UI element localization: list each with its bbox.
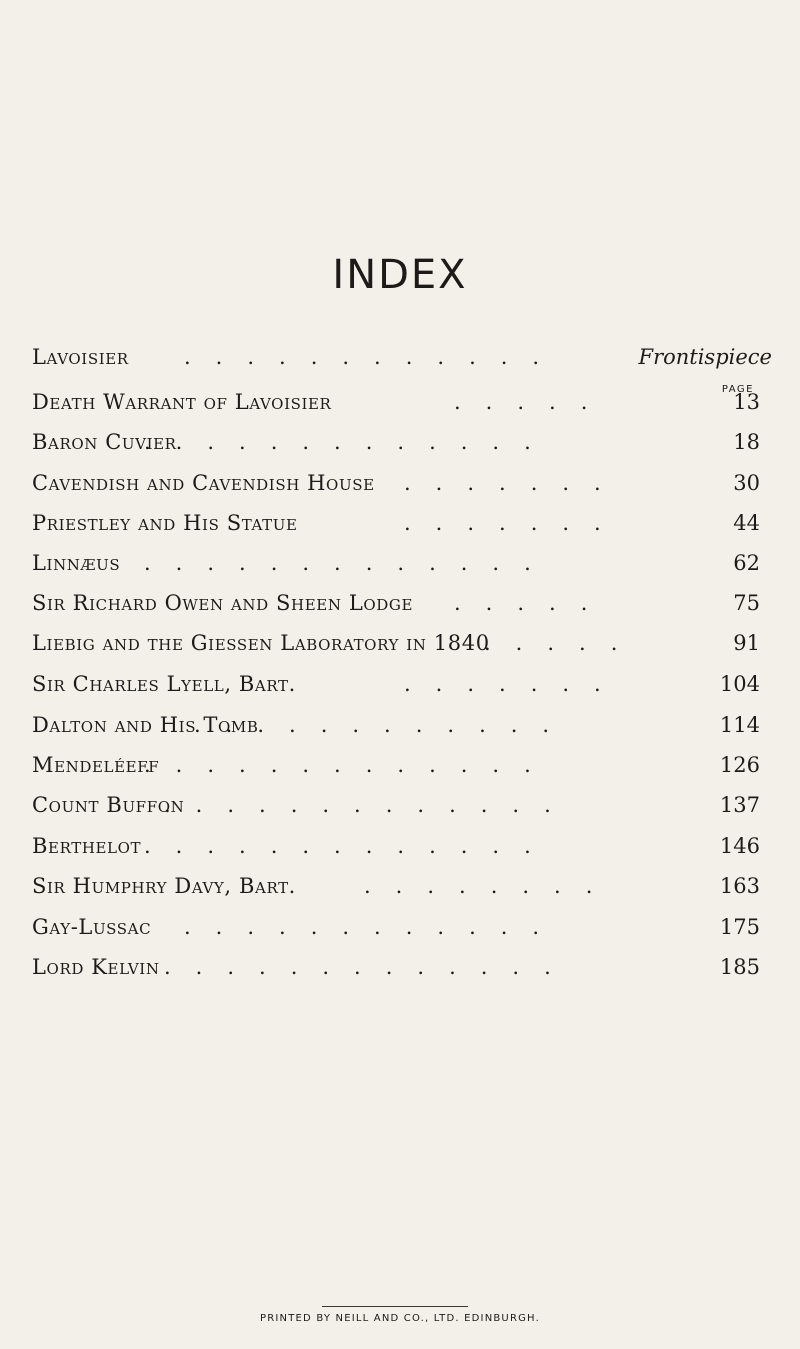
index-entry — [32, 708, 772, 742]
entry-page-number: 13 — [733, 390, 760, 414]
leader-dots: ....... — [404, 672, 626, 696]
index-entry — [32, 425, 772, 459]
leader-dots: ..... — [454, 390, 613, 414]
leader-dots: ........ — [364, 874, 618, 898]
entry-title: Lord Kelvin — [32, 955, 160, 979]
index-entry — [32, 950, 772, 984]
entry-title: Liebig and the Giessen Laboratory in 1840 — [32, 631, 490, 655]
index-entry — [32, 506, 772, 540]
entry-title: Count Buffon — [32, 793, 185, 817]
entry-title: Sir Charles Lyell, Bart. — [32, 672, 296, 696]
index-entry — [32, 869, 772, 903]
imprint-rule — [322, 1306, 468, 1307]
leader-dots: ............. — [164, 793, 576, 817]
entry-title: Gay-Lussac — [32, 915, 152, 939]
entry-page-number: 114 — [719, 713, 760, 737]
entry-page-number: 75 — [733, 591, 760, 615]
leader-dots: ............ — [184, 345, 565, 369]
entry-page-number: 91 — [733, 631, 760, 655]
index-entry — [32, 667, 772, 701]
index-entry — [32, 626, 772, 660]
entry-title: Cavendish and Cavendish House — [32, 471, 375, 495]
leader-dots: ............. — [144, 834, 556, 858]
leader-dots: ..... — [454, 591, 613, 615]
entry-title: Baron Cuvier — [32, 430, 177, 454]
leader-dots: ..... — [484, 631, 643, 655]
entry-title: Priestley and His Statue — [32, 511, 298, 535]
index-entry — [32, 466, 772, 500]
index-entry — [32, 748, 772, 782]
leader-dots: ............. — [164, 955, 576, 979]
entry-title: Death Warrant of Lavoisier — [32, 390, 332, 414]
leader-dots: ............ — [184, 915, 565, 939]
printer-imprint: PRINTED BY NEILL AND CO., LTD. EDINBURGH. — [260, 1313, 540, 1324]
entry-page-number: 62 — [733, 551, 760, 575]
index-entry — [32, 788, 772, 822]
entry-title: Sir Richard Owen and Sheen Lodge — [32, 591, 414, 615]
entry-title: Sir Humphry Davy, Bart. — [32, 874, 296, 898]
index-entry — [32, 829, 772, 863]
index-entry — [32, 340, 772, 374]
leader-dots: ....... — [404, 511, 626, 535]
entry-title: Linnæus — [32, 551, 121, 575]
leader-dots: ....... — [404, 471, 626, 495]
entry-title: Lavoisier — [32, 345, 129, 369]
entry-page-number: 104 — [719, 672, 760, 696]
entry-page-number: 175 — [719, 915, 760, 939]
page-column-heading: PAGE — [721, 384, 754, 395]
leader-dots: ............. — [144, 753, 556, 777]
entry-page-number: 44 — [733, 511, 760, 535]
entry-page-number: 30 — [733, 471, 760, 495]
entry-page-number: 126 — [719, 753, 760, 777]
page-title: INDEX — [332, 252, 468, 298]
entry-page-number: 163 — [719, 874, 760, 898]
entry-page-number: 18 — [733, 430, 760, 454]
leader-dots: ............. — [144, 430, 556, 454]
index-entry — [32, 910, 772, 944]
entry-page-number: Frontispiece — [638, 345, 772, 369]
entry-page-number: 146 — [719, 834, 760, 858]
entry-page-number: 137 — [719, 793, 760, 817]
index-entry — [32, 586, 772, 620]
entry-title: Berthelot — [32, 834, 142, 858]
entry-page-number: 185 — [719, 955, 760, 979]
index-entry — [32, 385, 772, 419]
entry-title: Dalton and His Tomb — [32, 713, 259, 737]
entry-title: Mendeléeff — [32, 753, 160, 777]
leader-dots: ............. — [144, 551, 556, 575]
index-entry — [32, 546, 772, 580]
leader-dots: ............ — [194, 713, 575, 737]
